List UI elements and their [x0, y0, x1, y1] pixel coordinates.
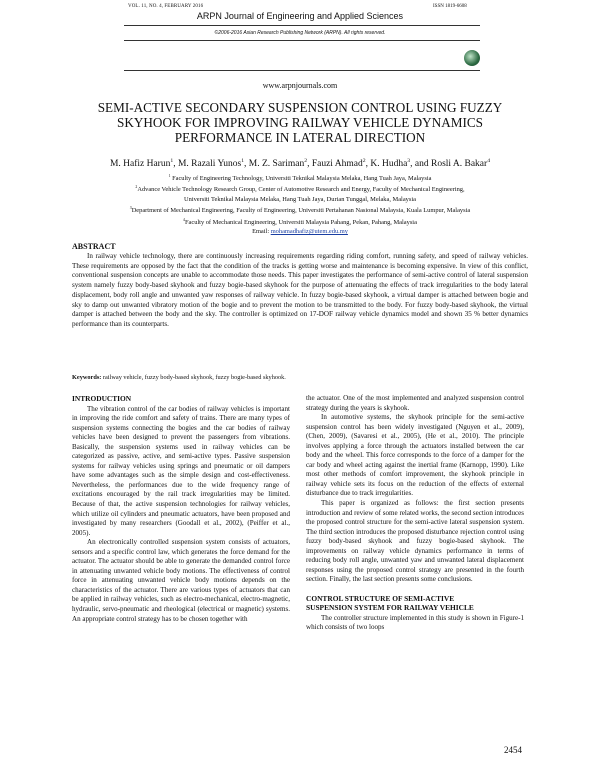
email-label: Email: — [252, 227, 271, 235]
author-sup: 4 — [487, 158, 491, 164]
author-name: M. Hafiz Harun — [109, 159, 171, 170]
header-rule-top — [124, 25, 480, 26]
affiliation-3 — [20, 204, 580, 215]
journal-url[interactable]: www.arpnjournals.com — [262, 81, 338, 90]
paragraph: An electronically controlled suspension system consists of actuators, sensors and a specific control law, which generates the force demand for the actuator. The actuator should be able to generate the demanded control force in attenuating unwanted vehicle body motions. The effectiveness of control force in attenuating unwanted vehicle body motions depends on the characteristics of the actuator. There are various types of actuators that can be applied in railway vehicles, such as electro-mechanical, electro-magnetic, hydraulic, servo-pneumatic and rheological (electrical or magnetic) systems. An appropriate control strategy has to be chosen together with — [72, 538, 290, 623]
aff-num: 4 — [183, 217, 185, 222]
issn-info: ISSN 1819-6608 — [433, 4, 467, 9]
title-line: SKYHOOK FOR IMPROVING RAILWAY VEHICLE DYNAMICS — [117, 115, 483, 130]
intro-heading: INTRODUCTION — [72, 394, 132, 403]
paragraph: the actuator. One of the most implemented and analyzed suspension control strategy during the years is skyhook. — [306, 394, 524, 412]
paragraph: The vibration control of the car bodies of railway vehicles is important in improving the ride comfort and safety of trains. There are many types of suspension systems connecting the bogies and the car bodies of railway vehicles have been designed to prevent the passengers from vibrations. Basically, the suspension systems used in railway vehicles can be categorized as passive, active, and semi-active types. Passive suspension systems for railway vehicles using springs and pneumatic or oil dampers have some advantages such as the simple design and cost-effectiveness. Nevertheless, the performances due to the wide frequency range of excitations encouraged by the rail track irregularities may be limited. Because of that, the active suspension technologies for railway vehicles, which utilize oil cylinders and pneumatic actuators, have been proposed and investigated by many researchers (Goodall et al., 2002), (Peiffer et al., 2005). — [72, 404, 290, 537]
left-column — [72, 394, 290, 624]
author-name: Fauzi Ahmad — [311, 159, 363, 170]
aff-text: Advance Vehicle Technology Research Group, Center of Automotive Research and Energy, Faculty of Mechanical Engineering, — [137, 186, 465, 194]
affiliation-2b: Universiti Teknikal Malaysia Melaka, Hang Tuah Jaya, Durian Tunggal, Melaka, Malaysia — [184, 195, 416, 203]
aff-num: 2 — [135, 185, 138, 190]
keywords-text: railway vehicle, fuzzy body-based skyhook, fuzzy bogie-based skyhook. — [101, 374, 286, 381]
affiliation-4 — [20, 216, 580, 227]
paragraph: In automotive systems, the skyhook principle for the semi-active suspension control has been widely investigated (Nguyen et al., 2009), (Chen, 2009), (Savaresi et al., 2005), (He et al., 2010). The principle involves applying a force through the actuators installed between the car body and the wheel. This force corresponds to the force of a damper for the car body and wheel acting against the inertial frame (Karnopp, 1990). Like most other methods of comfort improvement, the skyhook principle in railway vehicle sets its focus on the reduction of the effects of external disturbance due to track irregularities. — [306, 413, 524, 498]
aff-text: Department of Mechanical Engineering, Faculty of Engineering, Universiti Pertahanan Nasional Malaysia, Kuala Lumpur, Malaysia — [131, 207, 471, 215]
author-name: M. Z. Sariman — [248, 159, 305, 170]
volume-info: VOL. 11, NO. 4, FEBRUARY 2016 — [128, 4, 204, 9]
header-rule-mid — [124, 40, 480, 41]
section-heading-line: CONTROL STRUCTURE OF SEMI-ACTIVE — [306, 593, 455, 603]
email-line — [20, 227, 580, 236]
author-name: K. Hudha — [370, 159, 408, 170]
affiliation-2 — [20, 183, 580, 194]
author-sup: 1 — [170, 158, 174, 164]
page-number: 2454 — [504, 745, 522, 755]
journal-name: ARPN Journal of Engineering and Applied Sciences — [196, 11, 404, 21]
email-link[interactable]: mohamadhafiz@utem.edu.my — [270, 227, 348, 235]
author-name: M. Razali Yunos — [177, 159, 242, 170]
title-line: PERFORMANCE IN LATERAL DIRECTION — [174, 130, 426, 145]
abstract-text: In railway vehicle technology, there are continuously increasing requirements regarding riding comfort, running safety, and speed of railway vehicles. These requirements are opposed by the fact that the condition of the tracks is getting worse and maintenance is becoming expensive. In view of this conflict, conventional suspension concepts are unable to accommodate those needs. This paper investigates the performance of semi-active control of lateral suspension system namely fuzzy body-based skyhook and fuzzy bogie-based skyhook for the purpose of attenuating the effects of track irregularities to the body lateral displacement, body roll angle and unwanted yaw responses of railway vehicle. In fuzzy bogie-based skyhook, a virtual damper is attached between bogie and sky to damp out unwanted vibratory motion of the bogie and to prevent the motion to be transmitted to the body. For fuzzy body-based skyhook, the virtual damper is attached between the body and the sky. The controller is optimized on 17-DOF railway vehicle dynamics model and shown 35 % better dynamics performance than its counterparts. — [72, 252, 528, 328]
aff-text: Faculty of Mechanical Engineering, Universiti Malaysia Pahang, Pekan, Pahang, Malaysia — [184, 218, 417, 226]
author-name: Rosli A. Bakar — [430, 159, 488, 170]
header-rule-bottom — [124, 70, 480, 71]
journal-logo-icon — [464, 50, 480, 66]
author-sup: 3 — [407, 158, 411, 164]
section-heading-line: SUSPENSION SYSTEM FOR RAILWAY VEHICLE — [306, 603, 474, 613]
paper-title — [60, 100, 540, 145]
keywords — [72, 374, 528, 381]
keywords-label: Keywords: — [72, 374, 102, 381]
right-column — [306, 394, 524, 633]
paragraph: The controller structure implemented in this study is shown in Figure-1 which consists of two loops — [306, 613, 524, 632]
author-sup: 1 — [241, 158, 245, 164]
aff-num: 3 — [129, 206, 132, 211]
author-list: M. Hafiz Harun$^1$, M. Razali Yunos$^1$, M. Z. Sariman$^2$, Fauzi Ahmad$^2$, K. Hudha$^3$, and Rosli A. Bakar$^4$ — [109, 158, 491, 170]
paragraph: This paper is organized as follows: the first section presents introduction and review of some related works, the second section introduces the proposed control structure for the semi-active lateral suspension system. The third section introduces the proposed disturbance rejection control using fuzzy body-based skyhook and fuzzy bogie-based skyhook. The improvements on railway vehicle dynamics performance in terms of reducing body roll angle, unwanted yaw and unwanted lateral displacement responses using the proposed control strategy are presented in the fourth section. Finally, the last section presents some conclusions. — [306, 499, 524, 584]
aff-num: 1 — [168, 174, 171, 178]
author-sup: 2 — [304, 158, 308, 164]
affiliations — [20, 172, 580, 236]
section-heading — [306, 594, 524, 613]
abstract-heading: ABSTRACT — [72, 242, 116, 251]
copyright-notice: ©2006-2016 Asian Research Publishing Network (ARPN). All rights reserved. — [214, 30, 386, 36]
author-sup: 2 — [362, 158, 366, 164]
aff-text: Faculty of Engineering Technology, Universiti Teknikal Malaysia Melaka, Hang Tuah Jaya, Malaysia — [170, 175, 432, 183]
title-line: SEMI-ACTIVE SECONDARY SUSPENSION CONTROL USING FUZZY — [97, 100, 503, 115]
affiliation-1 — [20, 172, 580, 183]
